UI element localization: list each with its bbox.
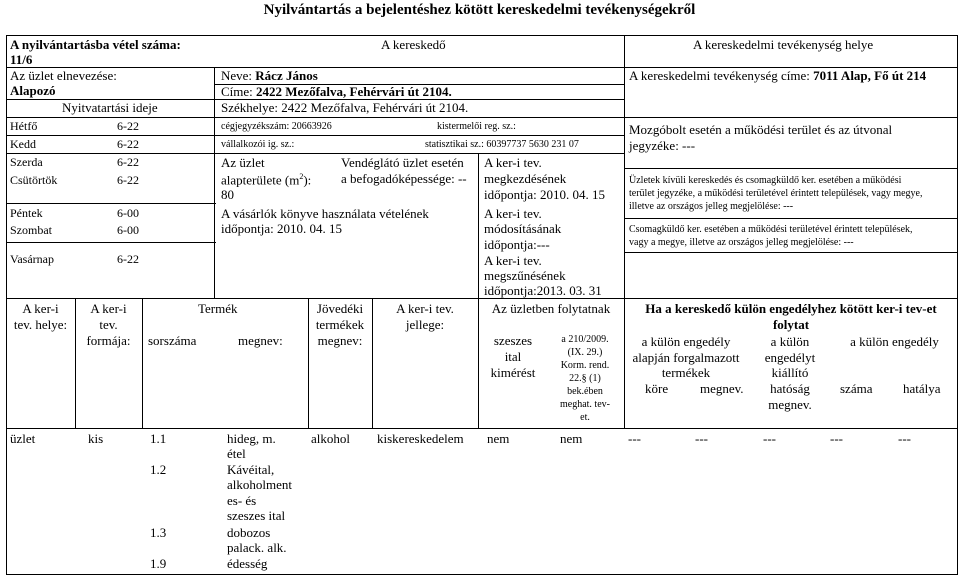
complaint-book-label: A vásárlók könyve használata vételének bbox=[221, 206, 429, 221]
statistical-number: statisztikai sz.: 60397737 5630 231 07 bbox=[425, 139, 579, 150]
col-form-header-3: formája: bbox=[86, 333, 131, 348]
small-producer-registration: kistermelői reg. sz.: bbox=[437, 121, 516, 132]
row-excise: alkohol bbox=[311, 431, 350, 446]
trader-address: Címe: 2422 Mezőfalva, Fehérvári út 2104. bbox=[221, 84, 452, 99]
area-label: Az üzlet bbox=[221, 155, 265, 170]
termination-label-2: megszűnésének bbox=[484, 268, 566, 283]
product-name: dobozos bbox=[227, 525, 271, 540]
col-law-header-5: bek.ében bbox=[567, 386, 603, 397]
opening-hours-header: Nyitvatartási ideje bbox=[62, 100, 158, 115]
permit-products-header: a külön engedély bbox=[641, 334, 731, 349]
permit-authority-header-3: kiállító bbox=[771, 365, 809, 380]
col-product-name: megnev: bbox=[238, 333, 283, 348]
permit-name-header: megnev. bbox=[700, 381, 744, 396]
registration-number-label: A nyilvántartásba vétel száma: bbox=[10, 37, 181, 52]
product-name: alkoholment bbox=[227, 477, 292, 492]
permit-validity-header: hatálya bbox=[903, 381, 941, 396]
col-product-header: Termék bbox=[198, 301, 238, 316]
capacity-label: Vendéglátó üzlet esetén bbox=[341, 155, 464, 170]
day-label: Hétfő bbox=[10, 119, 38, 133]
row-dash: --- bbox=[763, 431, 776, 446]
shop-name-value: Alapozó bbox=[10, 83, 56, 98]
area-label-2: alapterülete $(m^2)$: bbox=[221, 172, 312, 188]
mobile-shop-note: Mozgóbolt esetén a működési terület és az útvonal bbox=[629, 122, 893, 137]
start-date: időpontja: 2010. 04. 15 bbox=[484, 187, 605, 202]
col-shop-activity-header: Az üzletben folytatnak bbox=[491, 301, 611, 316]
col-excise-header-3: megnev: bbox=[317, 333, 363, 348]
day-label: Csütörtök bbox=[10, 173, 58, 187]
col-place-header-2: tev. helye: bbox=[13, 317, 68, 332]
col-nature-header: A ker-i tev. bbox=[396, 301, 454, 316]
col-nature-header-2: jellege: bbox=[405, 317, 445, 332]
row-form: kis bbox=[88, 431, 104, 446]
trader-seat: Székhelye: 2422 Mezőfalva, Fehérvári út 2104. bbox=[221, 100, 469, 115]
trader-header: A kereskedő bbox=[381, 37, 446, 52]
product-number: 1.3 bbox=[150, 525, 167, 540]
permit-header-2: folytat bbox=[772, 317, 810, 332]
mobile-shop-note-2: jegyzéke: --- bbox=[629, 138, 696, 153]
permit-permit-header: a külön engedély bbox=[850, 334, 939, 349]
permit-header: Ha a kereskedő külön engedélyhez kötött ker-i tev-et bbox=[645, 301, 937, 316]
permit-circle-header: köre bbox=[645, 381, 669, 396]
permit-number-header: száma bbox=[840, 381, 873, 396]
day-hours: 6-00 bbox=[117, 223, 139, 237]
start-label-2: megkezdésének bbox=[484, 171, 567, 186]
col-alcohol-header-3: kimérést bbox=[490, 365, 536, 380]
day-hours: 6-00 bbox=[117, 206, 139, 220]
row-law: nem bbox=[560, 431, 583, 446]
complaint-book-date: időpontja: 2010. 04. 15 bbox=[221, 221, 342, 236]
day-label: Péntek bbox=[10, 206, 43, 220]
col-law-header-4: 22.§ (1) bbox=[569, 373, 601, 384]
trader-name: Neve: Rácz János bbox=[221, 68, 318, 83]
day-hours: 6-22 bbox=[117, 119, 139, 133]
row-place: üzlet bbox=[10, 431, 36, 446]
product-name: Kávéital, bbox=[227, 462, 275, 477]
col-form-header: A ker-i bbox=[90, 301, 127, 316]
outside-shop-note-3: illetve az országos jelleg megjelölése: --- bbox=[629, 201, 794, 212]
col-product-number: sorszáma bbox=[148, 333, 197, 348]
modification-date: időpontja:--- bbox=[484, 237, 550, 252]
permit-authority-header-4: hatóság bbox=[770, 381, 810, 396]
registration-number-value: 11/6 bbox=[10, 52, 33, 67]
row-dash: --- bbox=[695, 431, 708, 446]
day-hours: 6-22 bbox=[117, 173, 139, 187]
col-form-header-2: tev. bbox=[99, 317, 118, 332]
row-dash: --- bbox=[628, 431, 641, 446]
row-nature: kiskereskedelem bbox=[377, 431, 464, 446]
page-title: Nyilvántartás a bejelentéshez kötött kereskedelmi tevékenységekről bbox=[263, 2, 696, 18]
day-label: Vasárnap bbox=[10, 252, 54, 266]
product-number: 1.1 bbox=[150, 431, 167, 446]
product-name: hideg, m. bbox=[227, 431, 276, 446]
permit-products-header-3: termékek bbox=[661, 365, 711, 380]
row-dash: --- bbox=[830, 431, 843, 446]
col-law-header-3: Korm. rend. bbox=[560, 360, 610, 371]
company-registration: cégjegyzékszám: 20663926 bbox=[221, 121, 332, 132]
modification-label: A ker-i tev. bbox=[484, 206, 542, 221]
product-number: 1.9 bbox=[150, 556, 167, 571]
col-excise-header: Jövedéki bbox=[316, 301, 364, 316]
product-name: es- és bbox=[227, 493, 257, 508]
outside-shop-note: Üzletek kívüli kereskedés és csomagküldő ker. esetében a működési bbox=[629, 175, 902, 186]
start-label: A ker-i tev. bbox=[484, 155, 542, 170]
place-header: A kereskedelmi tevékenység helye bbox=[693, 37, 874, 52]
day-label: Szombat bbox=[10, 223, 52, 237]
day-hours: 6-22 bbox=[117, 252, 139, 266]
outside-shop-note-2: terület jegyzéke, a működési területével érintett települések, vagy megye, bbox=[629, 188, 923, 199]
row-dash: --- bbox=[898, 431, 911, 446]
permit-authority-header-5: megnev. bbox=[768, 397, 812, 412]
col-alcohol-header: szeszes bbox=[493, 333, 533, 348]
permit-authority-header-2: engedélyt bbox=[764, 350, 816, 365]
day-hours: 6-22 bbox=[117, 137, 139, 151]
permit-authority-header: a külön bbox=[770, 334, 810, 349]
package-note-2: vagy a megye, illetve az országos jelleg megjelölése: --- bbox=[629, 237, 854, 248]
shop-name-label: Az üzlet elnevezése: bbox=[10, 68, 117, 83]
col-place-header: A ker-i bbox=[22, 301, 59, 316]
capacity-value: a befogadóképessége: -- bbox=[341, 171, 467, 186]
area-value: 80 bbox=[221, 187, 234, 202]
modification-label-2: módosításának bbox=[484, 221, 562, 236]
day-hours: 6-22 bbox=[117, 155, 139, 169]
col-excise-header-2: termékek bbox=[315, 317, 365, 332]
termination-date: időpontja:2013. 03. 31 bbox=[484, 283, 602, 298]
col-law-header-2: (IX. 29.) bbox=[567, 347, 603, 358]
product-name: szeszes ital bbox=[227, 508, 286, 523]
product-name: édesség bbox=[227, 556, 268, 571]
col-law-header: a 210/2009. bbox=[561, 334, 609, 345]
termination-label: A ker-i tev. bbox=[484, 253, 542, 268]
product-name: palack. alk. bbox=[227, 540, 287, 555]
day-label: Szerda bbox=[10, 155, 43, 169]
day-label: Kedd bbox=[10, 137, 36, 151]
row-alcohol: nem bbox=[487, 431, 510, 446]
product-number: 1.2 bbox=[150, 462, 167, 477]
package-note: Csomagküldő ker. esetében a működési területével érintett települések, bbox=[629, 224, 913, 235]
product-name: étel bbox=[227, 446, 246, 461]
col-law-header-7: et. bbox=[580, 412, 590, 423]
entrepreneur-id: vállalkozói ig. sz.: bbox=[221, 139, 295, 150]
activity-address: A kereskedelmi tevékenység címe: 7011 Alap, Fő út 214 bbox=[629, 68, 927, 83]
permit-products-header-2: alapján forgalmazott bbox=[632, 350, 740, 365]
col-law-header-6: meghat. tev- bbox=[560, 399, 610, 410]
col-alcohol-header-2: ital bbox=[504, 349, 522, 364]
